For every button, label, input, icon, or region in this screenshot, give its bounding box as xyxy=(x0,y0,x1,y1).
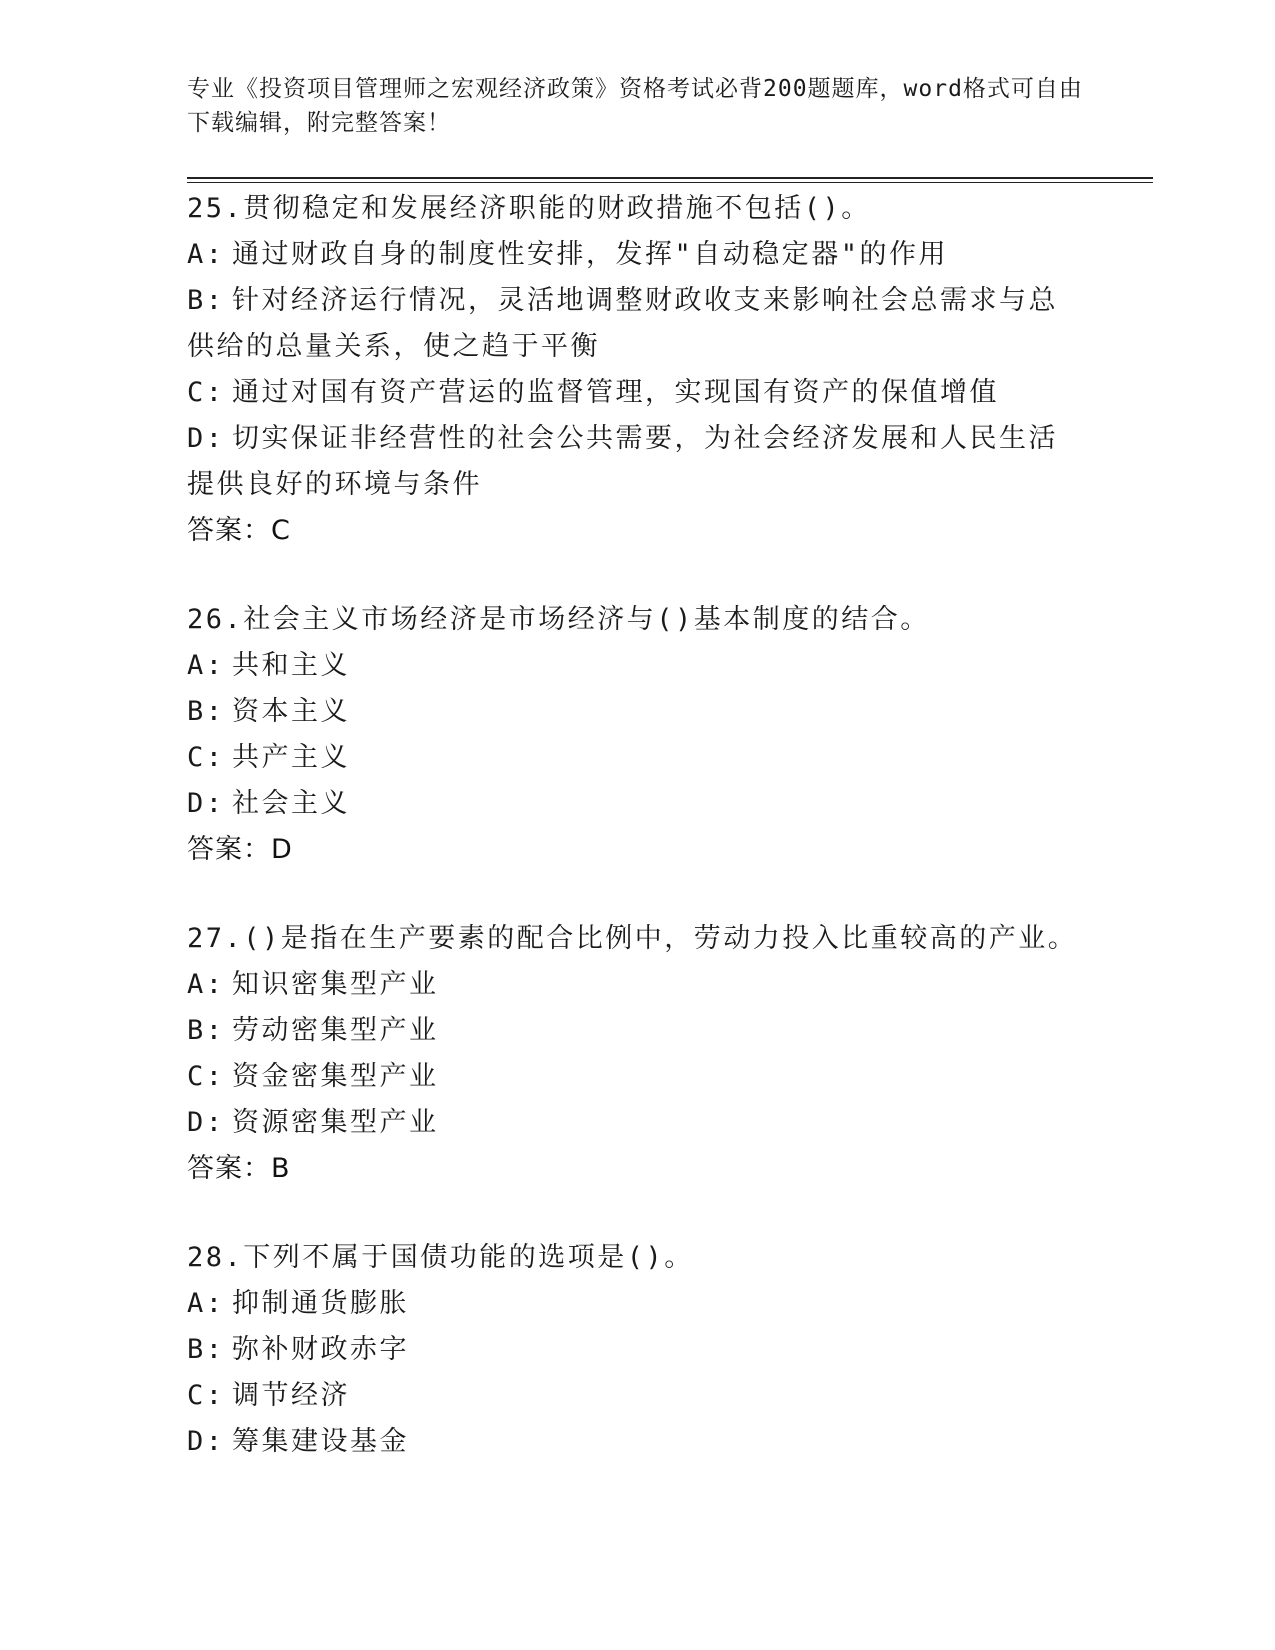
header-divider-thick xyxy=(187,177,1153,179)
answer-line: 答案：D xyxy=(187,834,293,865)
option-text: 劳动密集型产业 xyxy=(232,1015,439,1046)
option-key: C: xyxy=(187,377,225,408)
option-b xyxy=(187,1327,1087,1373)
option-text: 通过对国有资产营运的监督管理，实现国有资产的保值增值 xyxy=(232,377,999,408)
option-text: 资源密集型产业 xyxy=(232,1107,439,1138)
option-text: 切实保证非经营性的社会公共需要，为社会经济发展和人民生活提供良好的环境与条件 xyxy=(187,423,1058,500)
option-b xyxy=(187,1008,1087,1054)
option-b xyxy=(187,278,1087,370)
option-key: C: xyxy=(187,1380,225,1411)
option-key: D: xyxy=(187,788,225,819)
option-c xyxy=(187,1373,1087,1419)
option-c xyxy=(187,370,1087,416)
option-key: A: xyxy=(187,239,225,270)
question-25 xyxy=(187,186,1087,554)
option-c xyxy=(187,735,1087,781)
option-text: 资金密集型产业 xyxy=(232,1061,439,1092)
option-b xyxy=(187,689,1087,735)
option-a xyxy=(187,643,1087,689)
option-text: 调节经济 xyxy=(232,1380,350,1411)
option-text: 筹集建设基金 xyxy=(232,1426,409,1457)
option-text: 资本主义 xyxy=(232,696,350,727)
option-text: 共产主义 xyxy=(232,742,350,773)
option-a xyxy=(187,232,1087,278)
option-key: B: xyxy=(187,696,225,727)
question-list xyxy=(187,186,1087,1508)
document-header: 专业《投资项目管理师之宏观经济政策》资格考试必背200题题库，word格式可自由下载编辑，附完整答案！ xyxy=(187,76,1083,136)
option-c xyxy=(187,1054,1087,1100)
answer-line: 答案：C xyxy=(187,515,291,546)
option-text: 抑制通货膨胀 xyxy=(232,1288,409,1319)
option-key: B: xyxy=(187,1015,225,1046)
option-key: B: xyxy=(187,1334,225,1365)
option-text: 通过财政自身的制度性安排，发挥"自动稳定器"的作用 xyxy=(232,239,949,270)
question-26 xyxy=(187,597,1087,873)
option-text: 弥补财政赤字 xyxy=(232,1334,409,1365)
option-text: 社会主义 xyxy=(232,788,350,819)
option-d xyxy=(187,1419,1087,1465)
option-key: D: xyxy=(187,1107,225,1138)
option-d xyxy=(187,416,1087,508)
option-key: B: xyxy=(187,285,225,316)
option-a xyxy=(187,962,1087,1008)
option-key: A: xyxy=(187,1288,225,1319)
question-stem: 25.贯彻稳定和发展经济职能的财政措施不包括()。 xyxy=(187,193,871,224)
option-key: A: xyxy=(187,650,225,681)
question-stem: 28.下列不属于国债功能的选项是()。 xyxy=(187,1242,694,1273)
option-key: D: xyxy=(187,1426,225,1457)
question-stem: 27.()是指在生产要素的配合比例中，劳动力投入比重较高的产业。 xyxy=(187,923,1078,954)
option-key: C: xyxy=(187,742,225,773)
question-27 xyxy=(187,916,1087,1192)
option-d xyxy=(187,1100,1087,1146)
question-28 xyxy=(187,1235,1087,1465)
option-text: 针对经济运行情况，灵活地调整财政收支来影响社会总需求与总供给的总量关系，使之趋于平衡 xyxy=(187,285,1058,362)
option-d xyxy=(187,781,1087,827)
answer-line: 答案：B xyxy=(187,1153,291,1184)
option-key: C: xyxy=(187,1061,225,1092)
option-key: A: xyxy=(187,969,225,1000)
header-divider-thin xyxy=(187,182,1153,183)
question-stem: 26.社会主义市场经济是市场经济与()基本制度的结合。 xyxy=(187,604,930,635)
option-key: D: xyxy=(187,423,225,454)
option-text: 知识密集型产业 xyxy=(232,969,439,1000)
option-text: 共和主义 xyxy=(232,650,350,681)
option-a xyxy=(187,1281,1087,1327)
